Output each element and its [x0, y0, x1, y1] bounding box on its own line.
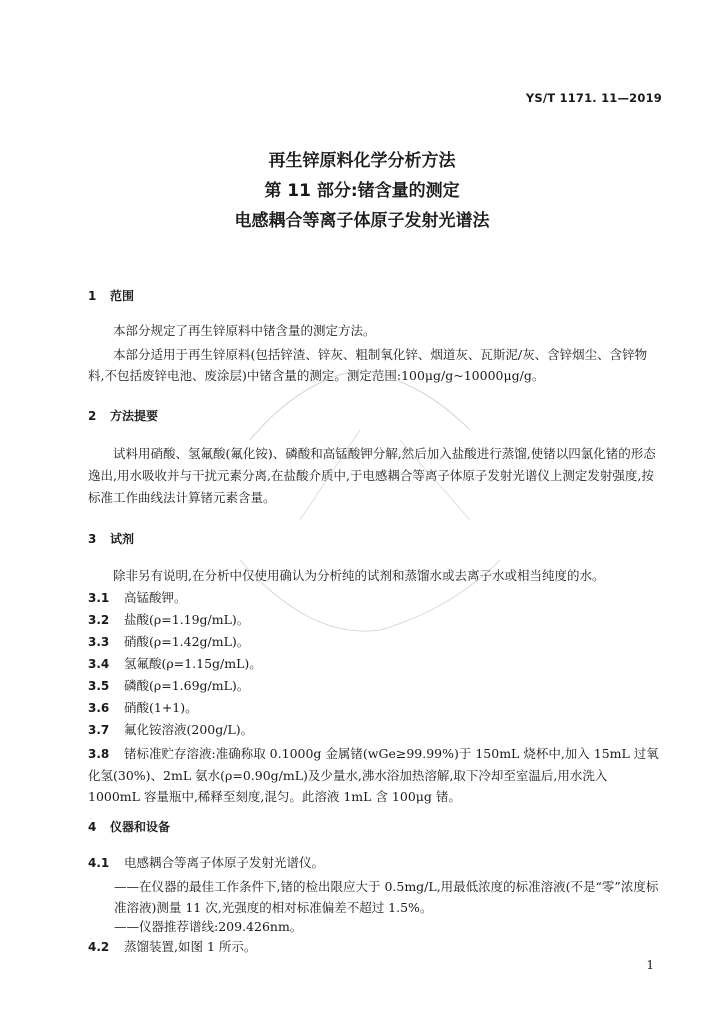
item-text: 氟化铵溶液(200g/L)。 — [124, 722, 254, 737]
item-number: 3.6 — [88, 701, 110, 715]
list-item — [88, 677, 660, 696]
list-item — [88, 655, 660, 674]
item-text: 硝酸(1+1)。 — [124, 700, 198, 715]
title-line-3: 电感耦合等离子体原子发射光谱法 — [234, 211, 490, 231]
section-3-heading — [88, 530, 134, 548]
section-1-heading — [88, 287, 134, 305]
item-text: 高锰酸钾。 — [124, 590, 187, 605]
section-title: 范围 — [110, 289, 135, 303]
section-number: 1 — [88, 289, 97, 303]
item-number: 3.1 — [88, 591, 110, 605]
section-number: 2 — [88, 409, 97, 423]
item-number: 3.7 — [88, 723, 110, 737]
item-text: 蒸馏装置,如图 1 所示。 — [124, 939, 257, 954]
document-title — [0, 146, 724, 236]
section-4-heading — [88, 818, 170, 836]
item-number: 3.5 — [88, 679, 110, 693]
list-item — [88, 854, 660, 873]
dash-item-2: ——仪器推荐谱线:209.426nm。 — [114, 919, 303, 934]
section-title: 仪器和设备 — [110, 820, 171, 834]
page-number: 1 — [646, 958, 654, 972]
list-item — [88, 589, 660, 608]
item-number: 3.2 — [88, 613, 110, 627]
section-2-paragraph: 试料用硝酸、氢氟酸(氟化铵)、磷酸和高锰酸钾分解,然后加入盐酸进行蒸馏,使锗以四氯化锗的形态逸出,用水吸收并与干扰元素分离,在盐酸介质中,于电感耦合等离子体原子发射光谱仪上测定发射强度,按标准工作曲线法计算锗元素含量。 — [88, 446, 656, 505]
list-item — [88, 611, 660, 630]
title-line-1: 再生锌原料化学分析方法 — [268, 151, 456, 171]
item-text: 氢氟酸(ρ=1.15g/mL)。 — [124, 656, 262, 671]
list-item — [88, 721, 660, 740]
title-line-2: 第 11 部分:锗含量的测定 — [264, 181, 460, 201]
item-number: 3.3 — [88, 635, 110, 649]
section-1-paragraph-2: 本部分适用于再生锌原料(包括锌渣、锌灰、粗制氧化锌、烟道灰、瓦斯泥/灰、含锌烟尘、含锌物料,不包括废锌电池、废涂层)中锗含量的测定。测定范围:100μg/g~10000μg/g。 — [88, 347, 648, 383]
item-text: 磷酸(ρ=1.69g/mL)。 — [124, 678, 250, 693]
item-text: 硝酸(ρ=1.42g/mL)。 — [124, 634, 250, 649]
item-number: 3.4 — [88, 657, 110, 671]
section-number: 3 — [88, 532, 97, 546]
section-3-intro: 除非另有说明,在分析中仅使用确认为分析纯的试剂和蒸馏水或去离子水或相当纯度的水。 — [113, 568, 605, 583]
section-title: 方法提要 — [110, 409, 159, 423]
list-item — [88, 633, 660, 652]
item-number: 4.2 — [88, 940, 110, 954]
section-title: 试剂 — [110, 532, 135, 546]
list-item — [88, 938, 660, 957]
item-number: 3.8 — [88, 747, 110, 761]
item-text: 盐酸(ρ=1.19g/mL)。 — [124, 612, 250, 627]
standard-number: YS/T 1171. 11—2019 — [525, 91, 662, 105]
item-text: 电感耦合等离子体原子发射光谱仪。 — [124, 855, 325, 870]
list-item — [88, 743, 660, 807]
section-number: 4 — [88, 820, 97, 834]
section-2-heading — [88, 407, 158, 425]
dash-item-1: ——在仪器的最佳工作条件下,锗的检出限应大于 0.5mg/L,用最低浓度的标准溶液(不是“零”浓度标准溶液)测量 11 次,光强度的相对标准偏差不超过 1.5%。 — [114, 879, 659, 915]
item-text: 锗标准贮存溶液:准确称取 0.1000g 金属锗(wGe≥99.99%)于 150mL 烧杯中,加入 15mL 过氧化氢(30%)、2mL 氨水(ρ=0.90g/mL)及少量水,沸水浴加热溶解,取下冷却至室温后,用水洗入 1000mL 容量瓶中,稀释至刻度,混匀。此溶液 1mL 含 100μg 锗。 — [88, 746, 659, 804]
section-1-paragraph-1: 本部分规定了再生锌原料中锗含量的测定方法。 — [113, 323, 376, 338]
item-number: 4.1 — [88, 856, 110, 870]
list-item — [88, 699, 660, 718]
